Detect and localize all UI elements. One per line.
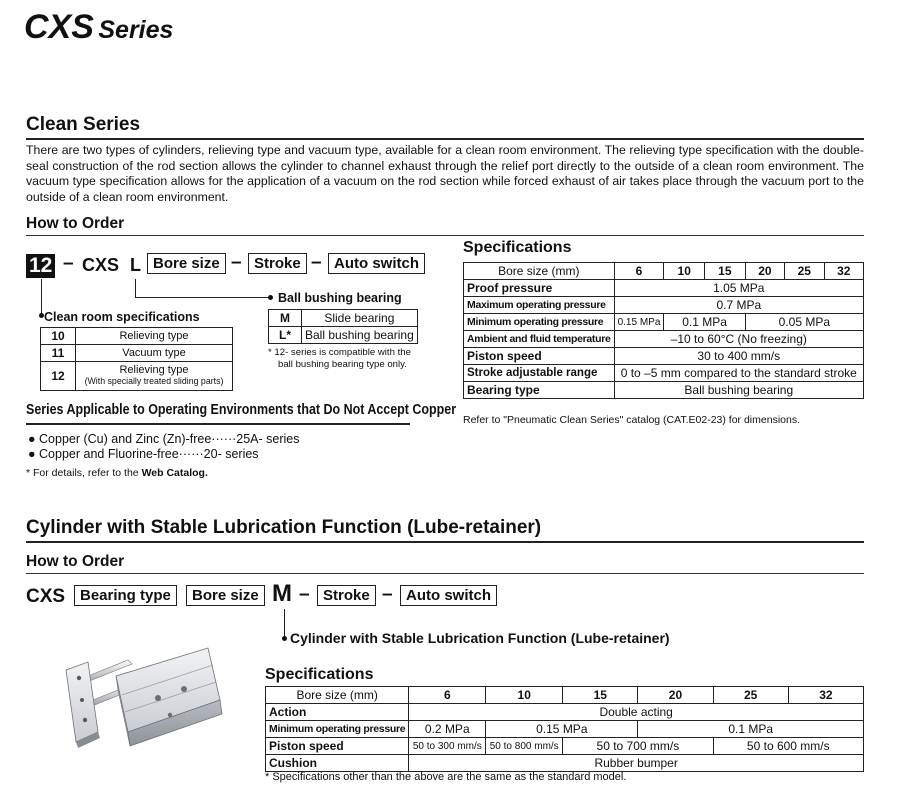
cr-desc: Relieving type xyxy=(119,364,189,376)
spec-header: 32 xyxy=(788,687,863,704)
table-row xyxy=(464,348,864,365)
table-row xyxy=(464,280,864,297)
lube-code-cxs: CXS xyxy=(26,586,66,607)
table-row xyxy=(41,362,233,391)
spec-value: 50 to 600 mm/s xyxy=(713,738,863,755)
table-row xyxy=(464,314,864,331)
bearing-desc: Slide bearing xyxy=(302,310,418,327)
clean-heading-rule xyxy=(26,138,864,140)
spec-header-bore: Bore size (mm) xyxy=(266,687,409,704)
table-row xyxy=(266,721,864,738)
spec-value: –10 to 60°C (No freezing) xyxy=(614,331,863,348)
lube-how-rule xyxy=(26,573,864,574)
table-row xyxy=(266,755,864,772)
spec-value: 50 to 700 mm/s xyxy=(563,738,713,755)
table-row xyxy=(464,365,864,382)
spec-header: 15 xyxy=(705,263,746,280)
clean-paragraph: There are two types of cylinders, relieving type and vacuum type, available for a clean room environment. The relieving type specification with the double-seal construction of the rod section allows the cylinder to channel exhaust through the relief port directly to the outside of a clean room environment. The vacuum type specification allows for the application of a vacuum on the rod section while forced exhaust of air takes place through the vacuum port to the outside of a clean room environment. xyxy=(26,143,864,204)
box-auto-switch-lube: Auto switch xyxy=(400,585,497,606)
table-row xyxy=(464,263,864,280)
cr-code: 12 xyxy=(41,362,76,391)
spec-value: 30 to 400 mm/s xyxy=(614,348,863,365)
spec-label: Piston speed xyxy=(464,348,615,365)
lube-code-m: M xyxy=(272,580,292,607)
table-row xyxy=(266,738,864,755)
table-row xyxy=(464,297,864,314)
cr-desc-note: (With specially treated sliding parts) xyxy=(84,376,224,386)
spec-header: 6 xyxy=(409,687,486,704)
bearing-code: L* xyxy=(269,327,302,344)
spec-label: Maximum operating pressure xyxy=(464,297,615,314)
cr-code: 10 xyxy=(41,328,76,345)
lube-spec-table xyxy=(265,686,864,772)
table-row xyxy=(266,704,864,721)
spec-value: 0.1 MPa xyxy=(638,721,864,738)
leader-dot xyxy=(268,295,273,300)
spec-header: 10 xyxy=(486,687,563,704)
table-row xyxy=(464,331,864,348)
cr-desc: Vacuum type xyxy=(76,345,233,362)
code-l: L xyxy=(130,255,141,275)
leader-dot xyxy=(282,636,287,641)
code-cxs: CXS xyxy=(82,255,120,275)
spec-label: Proof pressure xyxy=(464,280,615,297)
spec-header-bore: Bore size (mm) xyxy=(464,263,615,280)
lube-how-to-order: How to Order xyxy=(26,553,125,570)
spec-value: 0 to –5 mm compared to the standard stroke xyxy=(614,365,863,382)
spec-header: 20 xyxy=(745,263,784,280)
title-main: CXS xyxy=(24,8,94,46)
bearing-note-1: * 12- series is compatible with the xyxy=(268,347,411,358)
spec-value: 50 to 800 mm/s xyxy=(486,738,563,755)
table-row xyxy=(464,382,864,399)
spec-header: 25 xyxy=(713,687,788,704)
details-note xyxy=(26,467,208,479)
spec-label: Cushion xyxy=(266,755,409,772)
spec-label: Minimum operating pressure xyxy=(266,721,409,738)
how-to-order-rule xyxy=(26,235,864,236)
spec-label: Ambient and fluid temperature xyxy=(464,331,615,348)
spec-header: 32 xyxy=(824,263,864,280)
details-prefix: * For details, refer to the xyxy=(26,467,142,479)
clean-room-table xyxy=(40,327,233,391)
lube-dash: – xyxy=(299,584,310,605)
clean-room-spec-label: Clean room specifications xyxy=(44,310,200,324)
spec-header: 20 xyxy=(638,687,713,704)
copper-heading-rule xyxy=(26,423,410,425)
leader-line xyxy=(135,297,270,298)
code-dash-3: – xyxy=(311,252,322,273)
web-catalog-link[interactable]: Web Catalog. xyxy=(141,467,208,479)
code-dash: – xyxy=(63,253,74,274)
spec-header: 6 xyxy=(614,263,664,280)
box-bearing-type: Bearing type xyxy=(74,585,177,606)
copper-item-1: ● Copper (Cu) and Zinc (Zn)-free······25A- series xyxy=(28,432,300,446)
cylinder-product-image xyxy=(58,640,228,765)
spec-label: Bearing type xyxy=(464,382,615,399)
spec-value: 0.2 MPa xyxy=(409,721,486,738)
clean-series-heading: Clean Series xyxy=(26,114,141,135)
spec-value: Rubber bumper xyxy=(409,755,864,772)
lube-dash-2: – xyxy=(382,584,393,605)
box-stroke: Stroke xyxy=(248,253,307,274)
leader-line xyxy=(41,279,42,316)
lube-footnote: * Specifications other than the above are the same as the standard model. xyxy=(265,771,627,783)
spec-header: 15 xyxy=(563,687,638,704)
table-row xyxy=(269,327,418,344)
cr-code: 11 xyxy=(41,345,76,362)
lube-heading: Cylinder with Stable Lubrication Function (Lube-retainer) xyxy=(26,517,542,538)
spec-value: 0.15 MPa xyxy=(486,721,638,738)
cr-desc-cell xyxy=(76,362,233,391)
bearing-table xyxy=(268,309,418,344)
table-row xyxy=(269,310,418,327)
copper-item-2: ● Copper and Fluorine-free······20- series xyxy=(28,447,259,461)
table-row xyxy=(41,345,233,362)
refer-note: Refer to "Pneumatic Clean Series" catalog (CAT.E02-23) for dimensions. xyxy=(463,414,800,426)
spec-label: Minimum operating pressure xyxy=(464,314,615,331)
spec-label: Action xyxy=(266,704,409,721)
ball-bushing-label: Ball bushing bearing xyxy=(278,291,402,305)
lube-heading-rule xyxy=(26,541,864,543)
box-stroke-lube: Stroke xyxy=(317,585,376,606)
page-title xyxy=(24,8,173,47)
bearing-desc: Ball bushing bearing xyxy=(302,327,418,344)
spec-header: 10 xyxy=(664,263,705,280)
spec-value: Double acting xyxy=(409,704,864,721)
leader-line xyxy=(284,609,285,638)
bearing-note-2: ball bushing bearing type only. xyxy=(278,359,407,370)
box-bore-size: Bore size xyxy=(147,253,226,274)
code-number-12: 12 xyxy=(26,254,55,278)
spec-value: 0.1 MPa xyxy=(664,314,745,331)
table-row xyxy=(266,687,864,704)
copper-heading: Series Applicable to Operating Environments that Do Not Accept Copper xyxy=(26,402,457,418)
spec-value: 50 to 300 mm/s xyxy=(409,738,486,755)
clean-spec-title: Specifications xyxy=(463,239,572,256)
lube-spec-title: Specifications xyxy=(265,666,374,683)
box-auto-switch: Auto switch xyxy=(328,253,425,274)
spec-value: 0.7 MPa xyxy=(614,297,863,314)
title-sub: Series xyxy=(98,16,174,44)
table-row xyxy=(41,328,233,345)
box-bore-size-lube: Bore size xyxy=(186,585,265,606)
leader-line xyxy=(135,279,136,297)
spec-value: Ball bushing bearing xyxy=(614,382,863,399)
spec-value: 0.05 MPa xyxy=(745,314,863,331)
spec-value: 0.15 MPa xyxy=(614,314,664,331)
lube-function-label: Cylinder with Stable Lubrication Function (Lube-retainer) xyxy=(290,630,670,646)
bearing-code: M xyxy=(269,310,302,327)
spec-label: Piston speed xyxy=(266,738,409,755)
spec-header: 25 xyxy=(785,263,824,280)
cr-desc: Relieving type xyxy=(76,328,233,345)
spec-label: Stroke adjustable range xyxy=(464,365,615,382)
how-to-order-heading: How to Order xyxy=(26,215,125,232)
spec-value: 1.05 MPa xyxy=(614,280,863,297)
code-dash-2: – xyxy=(231,252,242,273)
clean-spec-table xyxy=(463,262,864,399)
